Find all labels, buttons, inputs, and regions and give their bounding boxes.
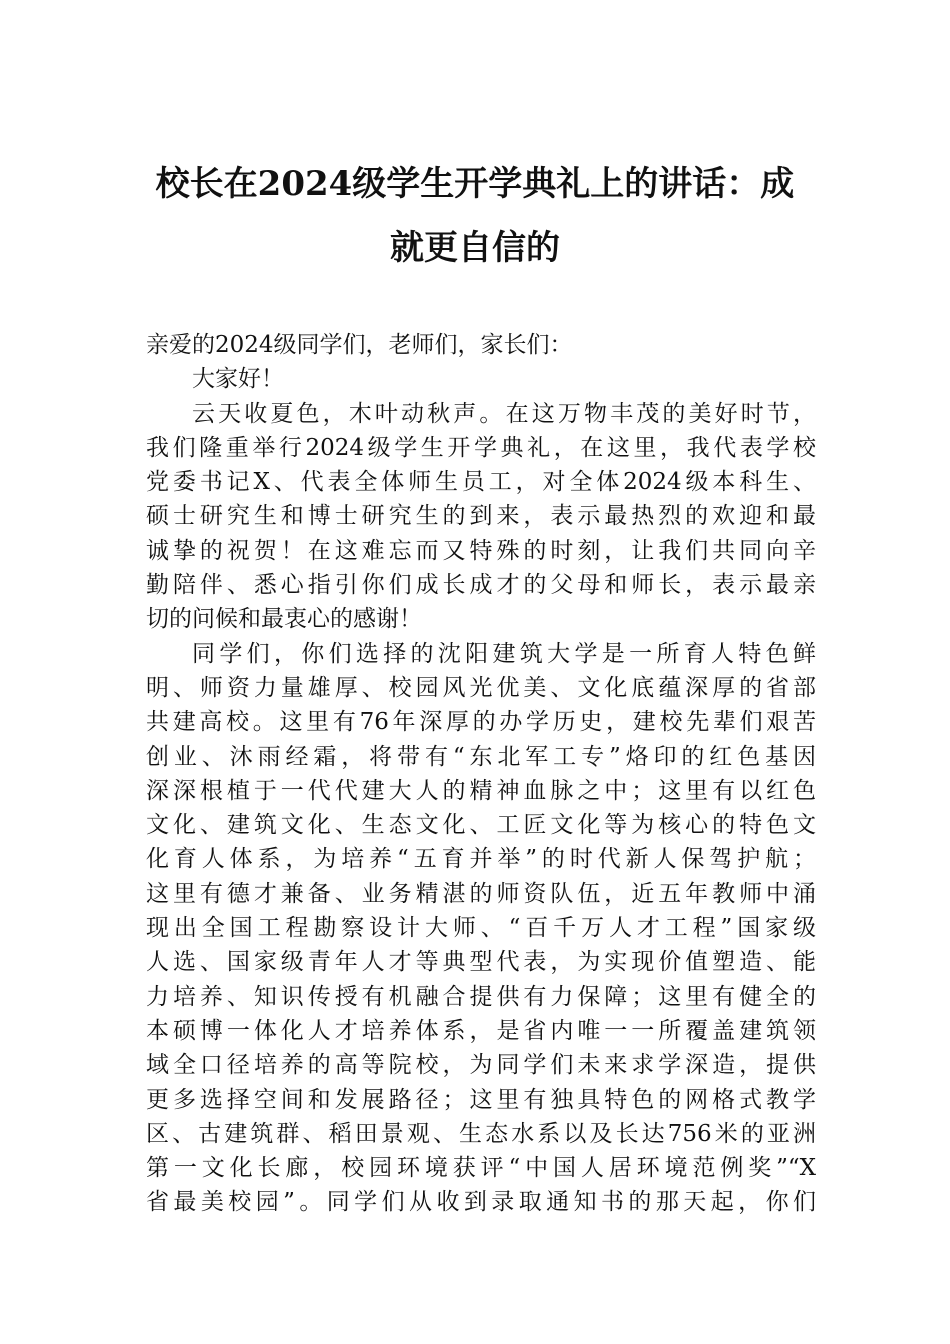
body-line: 第一文化长廊，校园环境获评“中国人居环境范例奖”“X	[146, 1155, 816, 1182]
body-line: 大家好！	[192, 366, 284, 393]
body-line: 人选、国家级青年人才等典型代表，为实现价值塑造、能	[146, 949, 816, 976]
title-line-2: 就更自信的	[390, 228, 560, 268]
body-line: 本硕博一体化人才培养体系，是省内唯一一所覆盖建筑领	[146, 1017, 816, 1044]
body-line: 区、古建筑群、稻田景观、生态水系以及长达756米的亚洲	[146, 1120, 816, 1147]
body-line: 共建高校。这里有76年深厚的办学历史，建校先辈们艰苦	[146, 709, 816, 736]
document-title	[130, 152, 820, 280]
body-line: 切的问候和最衷心的感谢！	[146, 606, 422, 633]
body-line: 现出全国工程勘察设计大师、“百千万人才工程”国家级	[146, 915, 816, 942]
body-line: 力培养、知识传授有机融合提供有力保障；这里有健全的	[146, 983, 816, 1010]
body-line: 域全口径培养的高等院校，为同学们未来求学深造，提供	[146, 1052, 816, 1079]
body-line: 亲爱的2024级同学们，老师们，家长们：	[146, 332, 573, 358]
body-line: 我们隆重举行2024级学生开学典礼，在这里，我代表学校	[146, 434, 816, 461]
body-line: 创业、沐雨经霜，将带有“东北军工专”烙印的红色基因	[146, 743, 816, 770]
body-line: 诚挚的祝贺！在这难忘而又特殊的时刻，让我们共同向辛	[146, 537, 816, 564]
document-body	[146, 328, 816, 1220]
body-line: 同学们，你们选择的沈阳建筑大学是一所育人特色鲜	[192, 640, 816, 667]
body-line: 党委书记X、代表全体师生员工，对全体2024级本科生、	[146, 469, 816, 496]
title-line-1: 校长在2024级学生开学典礼上的讲话：成	[155, 164, 795, 204]
body-line: 文化、建筑文化、生态文化、工匠文化等为核心的特色文	[146, 812, 816, 839]
body-line: 明、师资力量雄厚、校园风光优美、文化底蕴深厚的省部	[146, 674, 816, 701]
body-line: 更多选择空间和发展路径；这里有独具特色的网格式教学	[146, 1086, 816, 1113]
body-line: 硕士研究生和博士研究生的到来，表示最热烈的欢迎和最	[146, 503, 816, 530]
body-line: 深深根植于一代代建大人的精神血脉之中；这里有以红色	[146, 777, 816, 804]
body-line: 勤陪伴、悉心指引你们成长成才的父母和师长，表示最亲	[146, 572, 816, 599]
body-line: 云天收夏色，木叶动秋声。在这万物丰茂的美好时节，	[192, 400, 816, 427]
body-line: 这里有德才兼备、业务精湛的师资队伍，近五年教师中涌	[146, 880, 816, 907]
body-line: 省最美校园”。同学们从收到录取通知书的那天起，你们	[146, 1189, 816, 1216]
body-line: 化育人体系，为培养“五育并举”的时代新人保驾护航；	[146, 846, 816, 873]
